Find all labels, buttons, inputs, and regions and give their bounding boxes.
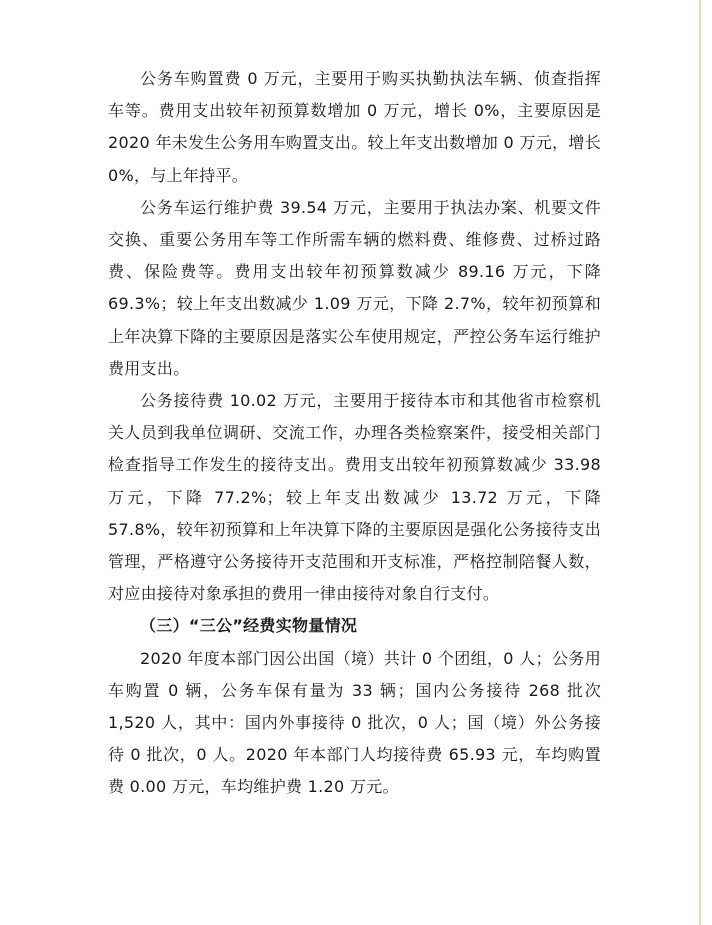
document-page: [108, 63, 601, 804]
section-heading: （三）“三公”经费实物量情况: [140, 616, 358, 636]
paragraph-physical-quantities: 2020 年度本部门因公出国（境）共计 0 个团组，0 人；公务用车购置 0 辆，公务车保有量为 33 辆；国内公务接待 268 批次 1,520 人，其中：国内外事接待 0 批次，0 人；国（境）外公务接待 0 批次，0 人。2020 年本部门人均接待费 65.93 元，车均购置费 0.00 万元，车均维护费 1.20 万元。: [108, 648, 601, 797]
paragraph-vehicle-maintenance: 公务车运行维护费 39.54 万元，主要用于执法办案、机要文件交换、重要公务用车等工作所需车辆的燃料费、维修费、过桥过路费、保险费等。费用支出较年初预算数减少 89.16 万元，下降 69.3%；较上年支出数减少 1.09 万元，下降 2.7%，较年初预算和上年决算下降的主要原因是落实公车使用规定，严控公务车运行维护费用支出。: [108, 197, 601, 378]
paragraph-vehicle-purchase: 公务车购置费 0 万元，主要用于购买执勤执法车辆、侦查指挥车等。费用支出较年初预算数增加 0 万元，增长 0%，主要原因是 2020 年未发生公务用车购置支出。较上年支出数增加 0 万元，增长 0%，与上年持平。: [108, 69, 601, 185]
page-edge-rule: [699, 0, 701, 925]
paragraph-reception: 公务接待费 10.02 万元，主要用于接待本市和其他省市检察机关人员到我单位调研、交流工作，办理各类检察案件，接受相关部门检查指导工作发生的接待支出。费用支出较年初预算数减少 33.98 万元，下降 77.2%；较上年支出数减少 13.72 万元，下降 57.8%，较年初预算和上年决算下降的主要原因是强化公务接待支出管理，严格遵守公务接待开支范围和开支标准，严格控制陪餐人数，对应由接待对象承担的费用一律由接待对象自行支付。: [108, 391, 601, 604]
